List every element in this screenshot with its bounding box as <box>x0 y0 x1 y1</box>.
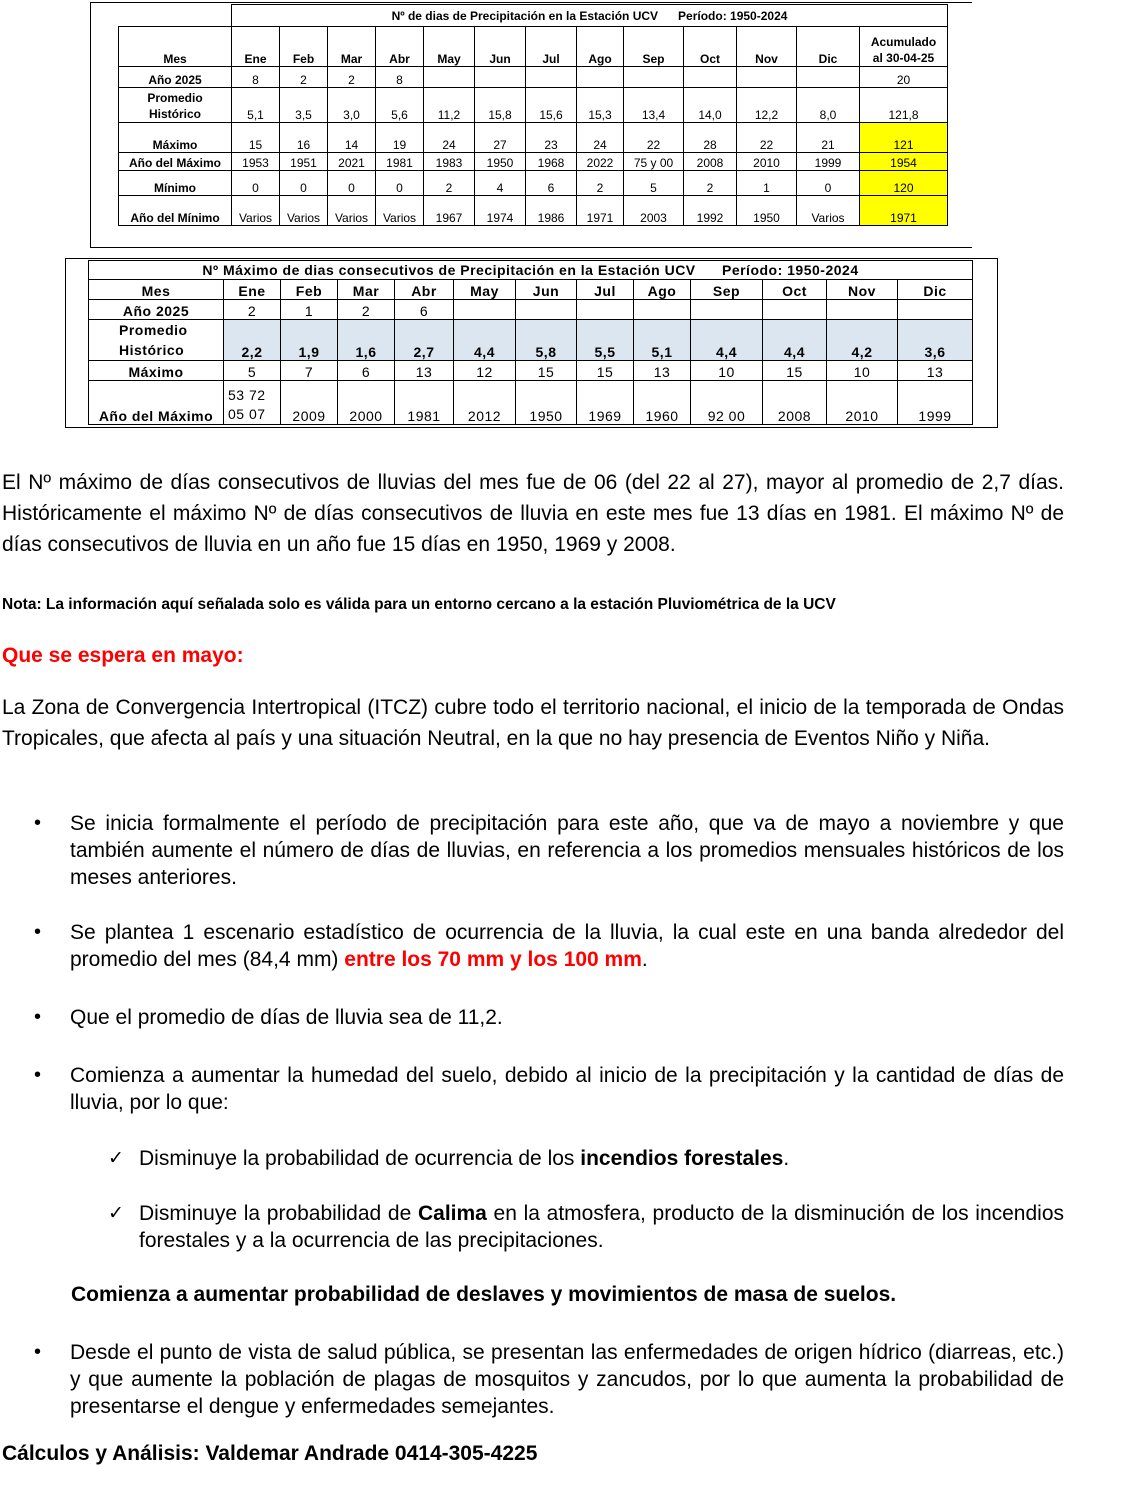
paragraph-itcz: La Zona de Convergencia Intertropical (ITCZ) cubre todo el territorio nacional, el inicio de la temporada de Ondas Tropicales, que afecta al país y una situación Neutral, en la que no hay presencia de Eventos Niño y Niña. <box>2 696 1064 750</box>
table-cell: 4,4 <box>691 320 763 361</box>
table-cell: 5 <box>624 171 684 196</box>
check-text <box>139 1200 1064 1254</box>
bullet-item <box>34 1004 1064 1031</box>
table-cell: 12 <box>454 361 516 381</box>
table-cell: 6 <box>526 171 577 196</box>
table-cell: 1971 <box>577 196 624 226</box>
table2-header-mes: Mes <box>89 280 224 300</box>
row-label-line1: Promedio <box>147 91 203 105</box>
table-cell <box>516 300 577 320</box>
table-cell: 6 <box>395 300 454 320</box>
table-cell: 21 <box>797 123 860 153</box>
bullet-text-highlight: entre los 70 mm y los 100 mm <box>344 948 642 971</box>
bullet-icon: • <box>34 1341 42 1363</box>
note-text: Nota: La información aquí señalada solo es válida para un entorno cercano a la estación Pluviométrica de la UCV <box>2 596 836 613</box>
check-text-part: en la atmosfera, producto de la disminución de los incendios forestales y a la ocurrencia de las precipitaciones. <box>139 1202 1065 1252</box>
table2-row-promedio <box>89 320 973 361</box>
table-cell: 5,8 <box>516 320 577 361</box>
row-label: Año 2025 <box>89 300 224 320</box>
table1-row-anio-maximo <box>119 153 948 171</box>
table2-header-month: Mar <box>338 280 395 300</box>
bullet-item <box>34 1339 1064 1420</box>
table-cell: 2 <box>224 300 281 320</box>
table1-row-anio-minimo <box>119 196 948 226</box>
table-cell <box>684 67 737 88</box>
table-cell: 13 <box>898 361 973 381</box>
table-cell: 15 <box>763 361 827 381</box>
table-cell: 1999 <box>797 153 860 171</box>
table-cell: 5,1 <box>232 88 280 123</box>
table-cell: 5,5 <box>577 320 634 361</box>
table-cell: 2022 <box>577 153 624 171</box>
table-cell: 6 <box>338 361 395 381</box>
table-cell: Varios <box>232 196 280 226</box>
table-cell: 3,5 <box>280 88 328 123</box>
table-cell: 1951 <box>280 153 328 171</box>
table-cell <box>454 300 516 320</box>
table-cell: 8,0 <box>797 88 860 123</box>
table-cell: 15,6 <box>526 88 577 123</box>
consecutive-days-table <box>88 260 973 425</box>
table1-header-month: Ene <box>232 27 280 67</box>
table-cell <box>763 300 827 320</box>
table-cell: 1960 <box>634 381 691 425</box>
bullet-item <box>34 1062 1064 1116</box>
table-cell: 1 <box>737 171 797 196</box>
table2-header-month: Nov <box>827 280 898 300</box>
table-cell <box>577 300 634 320</box>
table-cell: 24 <box>577 123 624 153</box>
table1-header-month: Abr <box>376 27 424 67</box>
table-cell: 2021 <box>328 153 376 171</box>
table-cell: 0 <box>328 171 376 196</box>
bullet-text: Que el promedio de días de lluvia sea de 11,2. <box>70 1006 503 1029</box>
table-cell: 28 <box>684 123 737 153</box>
table-cell: 0 <box>232 171 280 196</box>
table2-header-month: Oct <box>763 280 827 300</box>
table-cell: 2008 <box>684 153 737 171</box>
table-cell: 2 <box>684 171 737 196</box>
table-cell: 2 <box>338 300 395 320</box>
bullet-icon: • <box>34 921 42 943</box>
check-text-bold: Calima <box>417 1202 487 1225</box>
table-cell: 12,2 <box>737 88 797 123</box>
table-cell: 1,6 <box>338 320 395 361</box>
table-cell: 15 <box>516 361 577 381</box>
bullet-icon: • <box>34 1064 42 1086</box>
paragraph-consecutive-days: El Nº máximo de días consecutivos de lluvias del mes fue de 06 (del 22 al 27), mayor al promedio de 2,7 días. Históricamente el máximo Nº de días consecutivos de lluvia en este mes fue 13 días en 1981. El máximo Nº de días consecutivos de lluvia en un año fue 15 días en 1950, 1969 y 2008. <box>2 471 1064 556</box>
table-cell: 13 <box>634 361 691 381</box>
check-item <box>108 1200 1064 1254</box>
acum-cell-highlight: 1971 <box>860 196 948 226</box>
table-cell: 22 <box>737 123 797 153</box>
table-cell: 1981 <box>395 381 454 425</box>
row-label-line1: Promedio <box>119 322 188 338</box>
table-cell: 1,9 <box>281 320 338 361</box>
table-cell: 1986 <box>526 196 577 226</box>
table-cell <box>827 300 898 320</box>
table-cell: 4,4 <box>763 320 827 361</box>
bullet-text: Comienza a aumentar la humedad del suelo, debido al inicio de la precipitación y la cantidad de días de lluvia, por lo que: <box>70 1064 1064 1114</box>
check-text-part: Disminuye la probabilidad de ocurrencia de los <box>139 1147 581 1170</box>
table-cell: 8 <box>232 67 280 88</box>
row-label: Año 2025 <box>119 67 232 88</box>
bullet-text-part: Se plantea 1 escenario estadístico de ocurrencia de la lluvia, la cual este en una banda alrededor del promedio del mes (84,4 mm) <box>70 921 1064 971</box>
row-label: Máximo <box>119 123 232 153</box>
checkmark-icon: ✓ <box>108 1148 124 1169</box>
table-cell <box>737 67 797 88</box>
table-cell: 2009 <box>281 381 338 425</box>
table2-header-row <box>89 280 973 300</box>
table-cell: 4,4 <box>454 320 516 361</box>
emphasis-line: Comienza a aumentar probabilidad de deslaves y movimientos de masa de suelos. <box>71 1283 897 1306</box>
table1-header-month: Jul <box>526 27 577 67</box>
table-cell: Varios <box>280 196 328 226</box>
row-label: Año del Mínimo <box>119 196 232 226</box>
table1-row-minimo <box>119 171 948 196</box>
table-cell: 1969 <box>577 381 634 425</box>
table1-header-month: Feb <box>280 27 328 67</box>
table-cell: 3,6 <box>898 320 973 361</box>
table-cell: Varios <box>328 196 376 226</box>
table-cell: 1953 <box>232 153 280 171</box>
table-cell: 10 <box>691 361 763 381</box>
table-cell <box>526 67 577 88</box>
section-heading-mayo: Que se espera en mayo: <box>2 644 244 667</box>
table-cell: 4,2 <box>827 320 898 361</box>
table-cell: 92 00 <box>691 381 763 425</box>
precipitation-days-table <box>118 4 948 226</box>
bullet-icon: • <box>34 1006 42 1028</box>
table2-header-month: May <box>454 280 516 300</box>
table-cell: 2010 <box>737 153 797 171</box>
acum-cell: 20 <box>860 67 948 88</box>
table-cell: 5,6 <box>376 88 424 123</box>
table-cell <box>224 381 281 425</box>
table2-header-month: Feb <box>281 280 338 300</box>
row-label: Año del Máximo <box>89 381 224 425</box>
table-cell: 1981 <box>376 153 424 171</box>
bullet-text: Se inicia formalmente el período de precipitación para este año, que va de mayo a noviembre y que también aumente el número de días de lluvias, en referencia a los promedios mensuales históricos de los meses anteriores. <box>70 812 1064 889</box>
table-cell <box>475 67 526 88</box>
bullet-item <box>34 919 1064 973</box>
acum-cell-highlight: 120 <box>860 171 948 196</box>
table-cell: 23 <box>526 123 577 153</box>
acum-header-line1: Acumulado <box>870 35 937 49</box>
table1-row-promedio <box>119 88 948 123</box>
bullet-text-part: . <box>641 948 648 971</box>
table1-header-month: Jun <box>475 27 526 67</box>
table-cell: 2003 <box>624 196 684 226</box>
table-cell: 1968 <box>526 153 577 171</box>
table-cell: 22 <box>624 123 684 153</box>
acum-cell: 121,8 <box>860 88 948 123</box>
table-cell <box>691 300 763 320</box>
table-cell: Varios <box>797 196 860 226</box>
table-cell: 2000 <box>338 381 395 425</box>
table-cell: 1999 <box>898 381 973 425</box>
table-cell <box>624 67 684 88</box>
table1-row-maximo <box>119 123 948 153</box>
row-label <box>89 320 224 361</box>
table2-header-month: Sep <box>691 280 763 300</box>
table2-row-maximo <box>89 361 973 381</box>
cell-line1: 53 72 <box>228 387 266 403</box>
table1-header-acumulado <box>860 27 948 67</box>
table1-header-month: Dic <box>797 27 860 67</box>
check-text-part: Disminuye la probabilidad de <box>139 1202 418 1225</box>
row-label <box>119 88 232 123</box>
bullet-text: Desde el punto de vista de salud pública, se presentan las enfermedades de origen hídrico (diarreas, etc.) y que aumente la población de plagas de mosquitos y zancudos, por lo que aumenta la probabilidad de presentarse el dengue y enfermedades semejantes. <box>70 1341 1064 1418</box>
table-cell: 1983 <box>424 153 475 171</box>
row-label: Mínimo <box>119 171 232 196</box>
check-text-part: . <box>783 1147 790 1170</box>
table2-row-2025 <box>89 300 973 320</box>
table1-header-month: Mar <box>328 27 376 67</box>
table2-header-month: Jun <box>516 280 577 300</box>
table1-header-month: Ago <box>577 27 624 67</box>
table-cell: 2 <box>424 171 475 196</box>
table-cell: 1974 <box>475 196 526 226</box>
table-cell: 75 y 00 <box>624 153 684 171</box>
row-label: Máximo <box>89 361 224 381</box>
table-cell: 19 <box>376 123 424 153</box>
table-cell: 15 <box>232 123 280 153</box>
table-cell: 24 <box>424 123 475 153</box>
table-cell: 2012 <box>454 381 516 425</box>
table-cell: 11,2 <box>424 88 475 123</box>
table-cell: 1950 <box>737 196 797 226</box>
table-cell: 2010 <box>827 381 898 425</box>
table1-header-month: Oct <box>684 27 737 67</box>
table-cell: Varios <box>376 196 424 226</box>
table-cell: 13,4 <box>624 88 684 123</box>
table2-header-month: Dic <box>898 280 973 300</box>
table1-header-month: Sep <box>624 27 684 67</box>
table-cell <box>577 67 624 88</box>
table-cell: 1967 <box>424 196 475 226</box>
bullet-icon: • <box>34 812 42 834</box>
cell-line2: 05 07 <box>228 406 266 422</box>
table-cell: 1 <box>281 300 338 320</box>
acum-cell-highlight: 121 <box>860 123 948 153</box>
checkmark-icon: ✓ <box>108 1203 124 1224</box>
table-cell: 15,8 <box>475 88 526 123</box>
row-label-line2: Histórico <box>148 107 201 121</box>
table-cell: 1950 <box>516 381 577 425</box>
bullet-text <box>70 919 1064 973</box>
table-cell: 2 <box>577 171 624 196</box>
row-label-line2: Histórico <box>119 342 185 358</box>
row-label: Año del Máximo <box>119 153 232 171</box>
table-cell: 2008 <box>763 381 827 425</box>
credits-line: Cálculos y Análisis: Valdemar Andrade 0414-305-4225 <box>2 1442 538 1465</box>
table1-header-row <box>119 27 948 67</box>
table1-corner <box>119 5 232 27</box>
table1-header-month: May <box>424 27 475 67</box>
table-cell: 15,3 <box>577 88 624 123</box>
table1-title: Nº de dias de Precipitación en la Estación UCV Período: 1950-2024 <box>232 5 948 27</box>
table1-header-mes: Mes <box>119 27 232 67</box>
table-cell: 15 <box>577 361 634 381</box>
table-cell: 2,7 <box>395 320 454 361</box>
table1-row-2025 <box>119 67 948 88</box>
table-cell <box>898 300 973 320</box>
table-cell: 16 <box>280 123 328 153</box>
table-cell: 2,2 <box>224 320 281 361</box>
table-cell <box>634 300 691 320</box>
table-cell: 2 <box>280 67 328 88</box>
table-cell <box>797 67 860 88</box>
acum-header-line2: al 30-04-25 <box>872 51 935 65</box>
table-cell: 2 <box>328 67 376 88</box>
table-cell: 3,0 <box>328 88 376 123</box>
table-cell: 27 <box>475 123 526 153</box>
table-cell: 0 <box>797 171 860 196</box>
table-cell: 0 <box>280 171 328 196</box>
table2-header-month: Jul <box>577 280 634 300</box>
table-cell: 10 <box>827 361 898 381</box>
table-cell: 5,1 <box>634 320 691 361</box>
table-cell: 4 <box>475 171 526 196</box>
table2-row-anio-maximo <box>89 381 973 425</box>
table1-header-month: Nov <box>737 27 797 67</box>
table-cell: 7 <box>281 361 338 381</box>
table-cell: 14 <box>328 123 376 153</box>
acum-cell-highlight: 1954 <box>860 153 948 171</box>
check-text-bold: incendios forestales <box>580 1147 784 1170</box>
check-text <box>139 1145 1064 1172</box>
table-cell: 14,0 <box>684 88 737 123</box>
table2-header-month: Ene <box>224 280 281 300</box>
table-cell: 5 <box>224 361 281 381</box>
table2-header-month: Ago <box>634 280 691 300</box>
table-cell: 8 <box>376 67 424 88</box>
table-cell: 1950 <box>475 153 526 171</box>
bullet-item <box>34 810 1064 891</box>
table2-header-month: Abr <box>395 280 454 300</box>
table-cell: 13 <box>395 361 454 381</box>
check-item <box>108 1145 1064 1172</box>
table-cell <box>424 67 475 88</box>
table-cell: 0 <box>376 171 424 196</box>
table2-title: Nº Máximo de dias consecutivos de Precipitación en la Estación UCV Período: 1950-2024 <box>89 261 973 280</box>
table-cell: 1992 <box>684 196 737 226</box>
